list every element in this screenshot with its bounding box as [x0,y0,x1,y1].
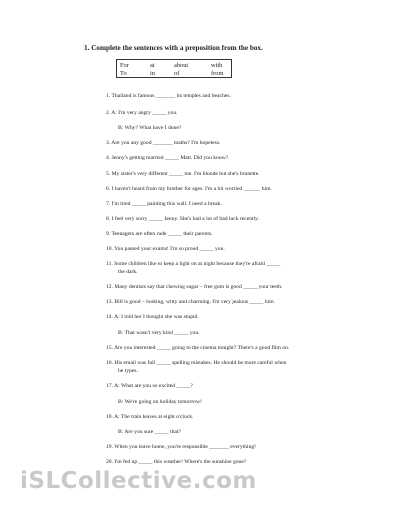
sentence-18-reply: B: Are you sure _____ that? [118,429,181,435]
sentence-2: 2. A: I'm very angry _____ you. [106,110,178,116]
preposition-word: To [120,69,127,77]
sentence-8: 8. I feel very sorry _____ Jenny. She's had a lot of bad luck recently. [106,216,259,222]
sentence-17-reply: B: We're going on holiday tomorrow! [118,399,202,405]
preposition-word: at [150,61,155,69]
sentence-18: 18. A: The train leaves at eight o'clock. [106,414,194,420]
sentence-5: 5. My sister's very different _____ me. I'm blonde but she's brunette. [106,171,260,177]
sentence-9: 9. Teenagers are often rude _____ their parents. [106,231,213,237]
sentence-19: 19. When you leave home, you're responsible _______ everything! [106,444,257,450]
preposition-row-2 [117,69,231,78]
sentence-13: 13. Bill is good – looking, witty and charming. I'm very jealous _____ him. [106,299,275,305]
preposition-word: in [150,69,155,77]
site-watermark: iSLCollective.com [20,468,257,494]
sentence-14-reply: B: That wasn't very kind _____ you. [118,330,200,336]
exercise-heading: 1. Complete the sentences with a preposition from the box. [84,44,263,52]
sentence-14: 14. A: I told her I thought she was stupid. [106,314,199,320]
sentence-15: 15. Are you interested _____ going to the cinema tonight? There's a good film on. [106,345,290,351]
preposition-word: of [174,69,180,77]
sentence-17: 17. A: What are you so excited _____? [106,383,193,389]
preposition-box [116,59,232,78]
sentence-16-continued: he types. [118,368,138,374]
sentence-11-continued: the dark. [118,269,138,275]
preposition-word: from [211,69,224,77]
preposition-word: with [211,61,223,69]
sentence-10: 10. You passed your exams! I'm so proud _____ you. [106,246,225,252]
preposition-word: about [174,61,189,69]
sentence-12: 12. Many dentists say that chewing sugar – free gum is good _____ your teeth. [106,284,283,290]
sentence-16: 16. His email was full _____ spelling mistakes. He should be more careful when [106,360,287,366]
sentence-1: 1. Thailand is famous _______ its temples and beaches. [106,93,231,99]
sentence-6: 6. I haven't heard from my brother for ages. I'm a bit worried ______ him. [106,186,272,192]
sentence-20: 20. I'm fed up _____ this weather! Where's the sunshine gone? [106,459,247,465]
sentence-11: 11. Some children like to keep a light on at night because they're afraid _____ [106,261,281,267]
sentence-4: 4. Jenny's getting married _____ Matt. Did you know? [106,155,229,161]
sentence-2-reply: B: Why? What have I done? [118,125,182,131]
sentence-3: 3. Are you any good _______ maths? I'm hopeless. [106,140,221,146]
sentence-7: 7. I'm tired _____ painting this wall. I need a break. [106,201,222,207]
preposition-word: For [120,61,129,69]
